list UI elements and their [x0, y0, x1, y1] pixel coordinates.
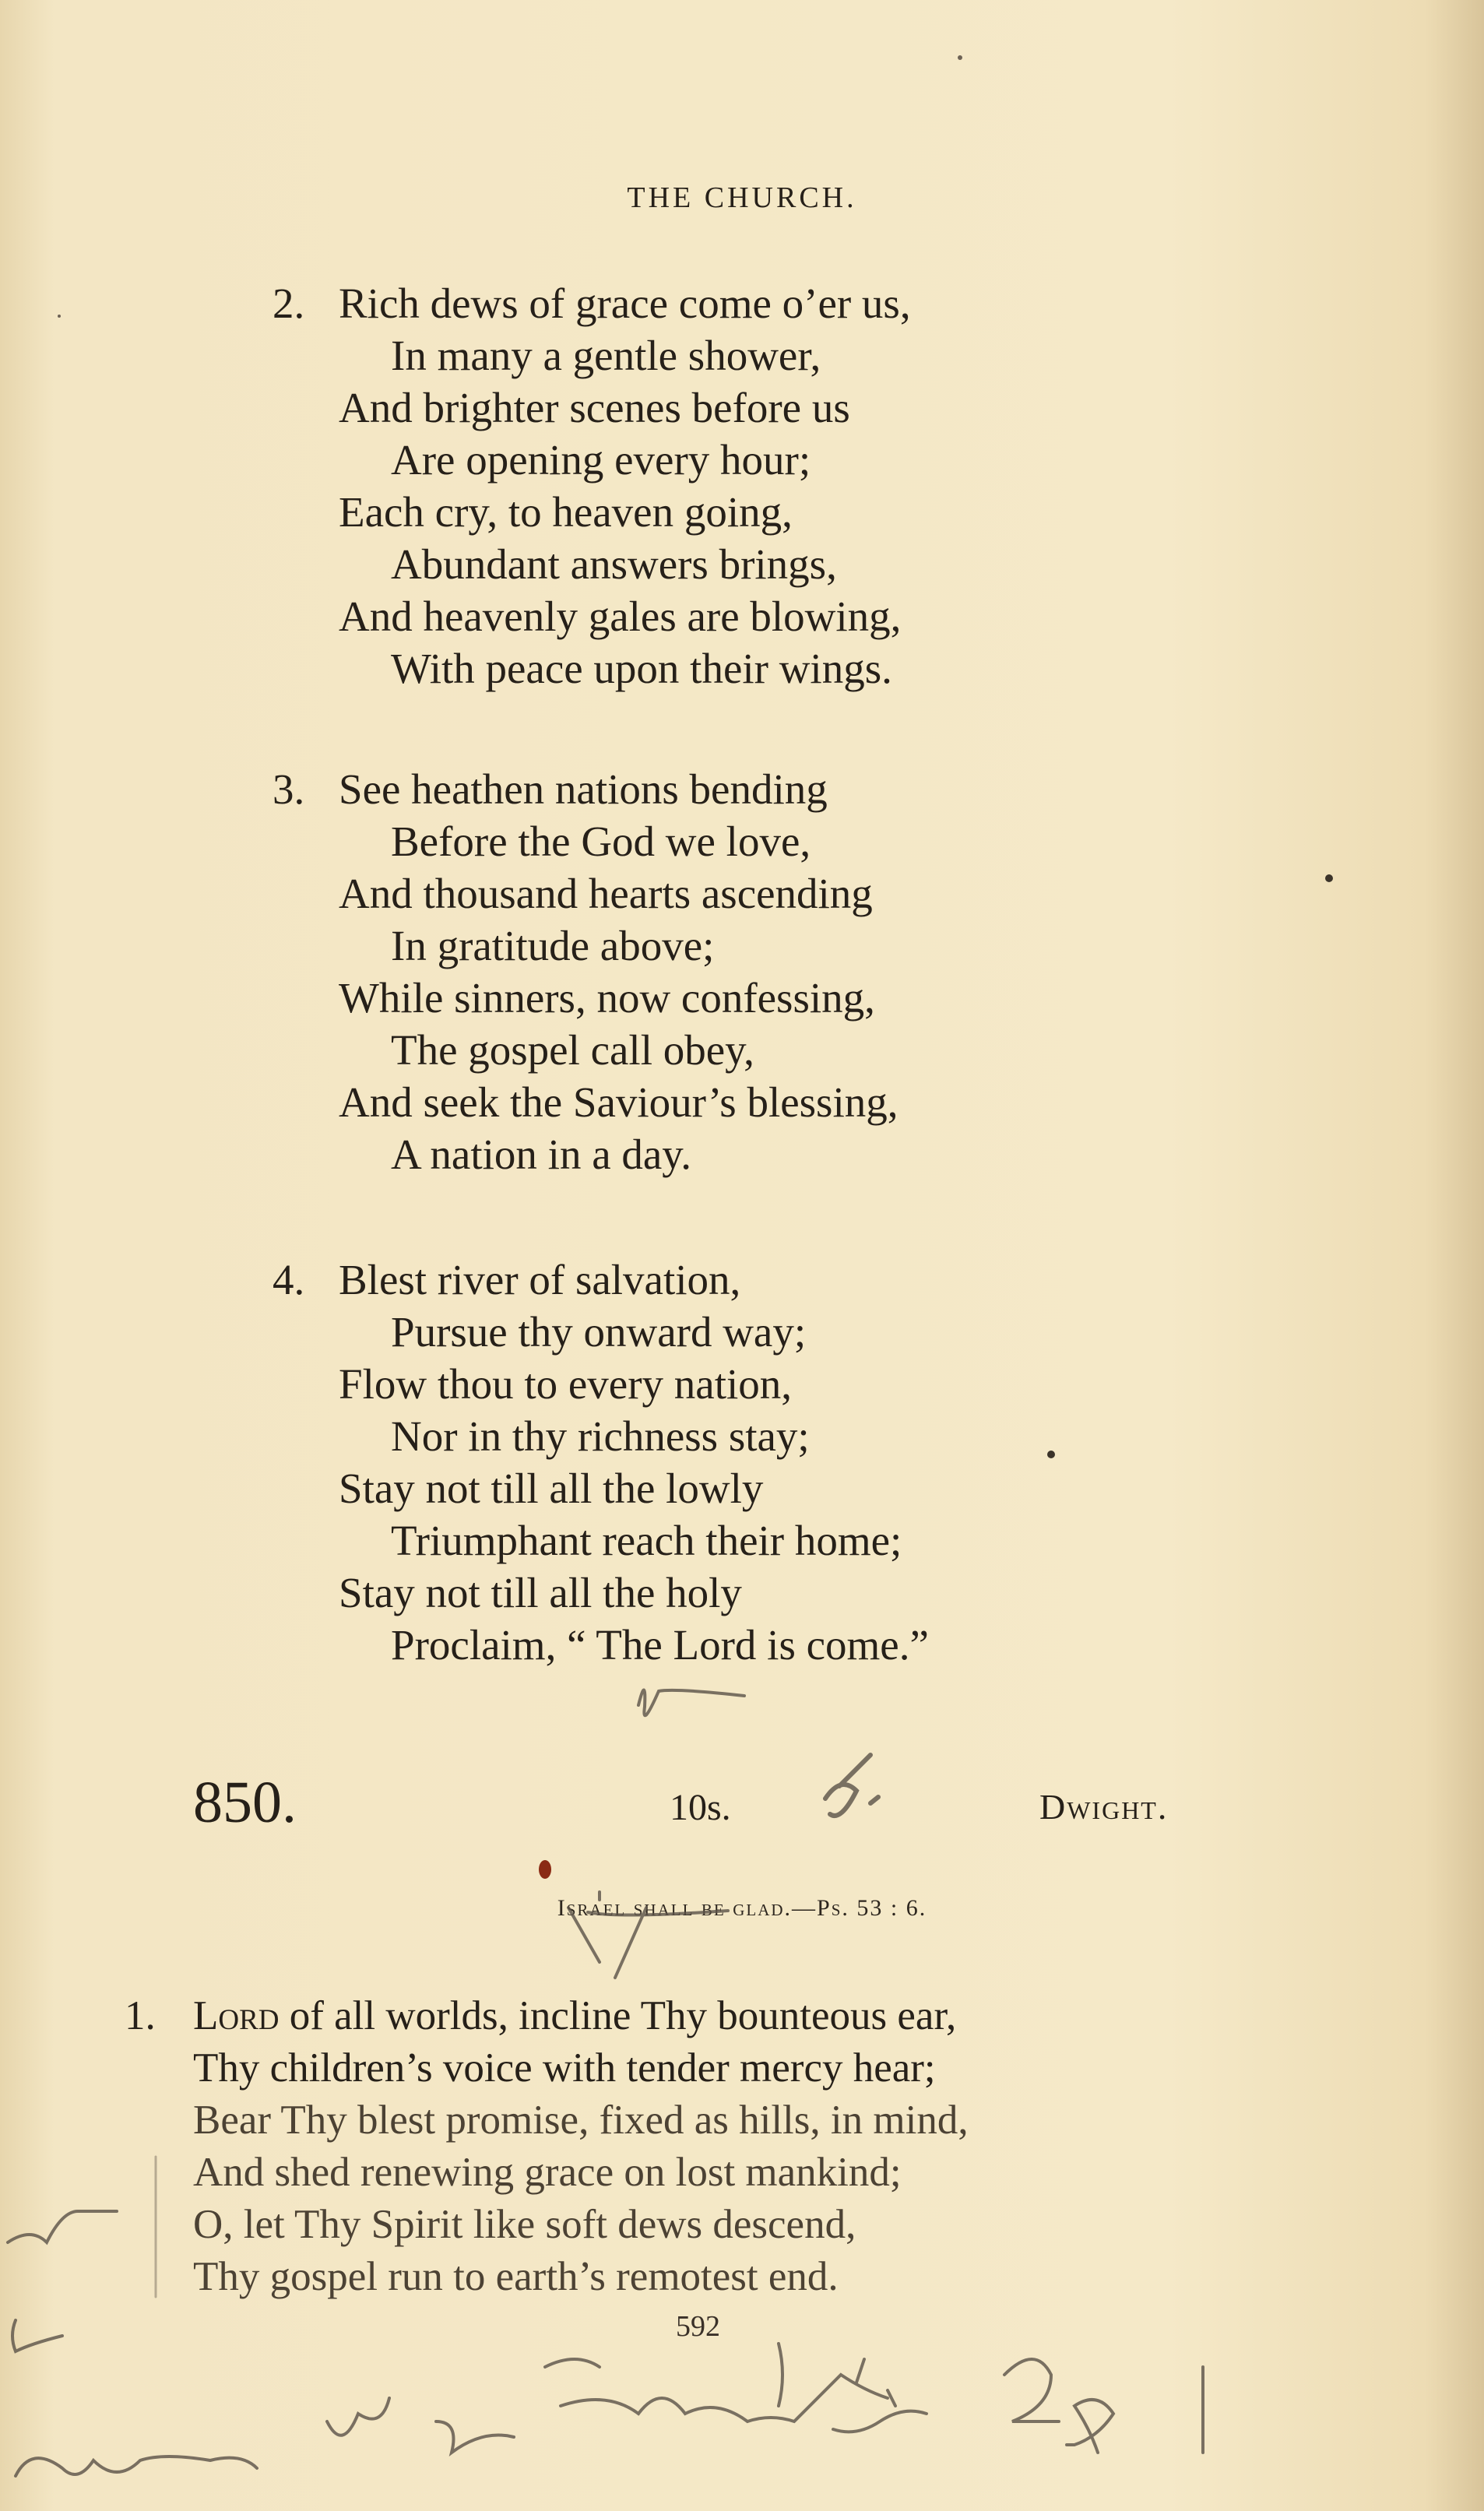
stanza-line: Stay not till all the holy — [339, 1569, 742, 1616]
hymn-composer: Dwight. — [1039, 1787, 1169, 1827]
speck — [1325, 874, 1333, 882]
stanza-line: While sinners, now confessing, — [339, 974, 875, 1022]
hymn-heading — [0, 1769, 1484, 1835]
hymn-number: 850. — [193, 1770, 297, 1835]
margin-mark — [8, 2211, 117, 2242]
stanza-line: And heavenly gales are blowing, — [339, 593, 902, 640]
stanza-line: And thousand hearts ascending — [339, 870, 873, 917]
stanza-line: 2. Rich dews of grace come o’er us, — [273, 277, 1246, 329]
stanza-line: Pursue thy onward way; — [391, 1308, 807, 1356]
stanza-line: Before the God we love, — [391, 818, 811, 865]
verse-number: 1. — [125, 1993, 156, 2038]
verse-line: Thy gospel run to earth’s remotest end. — [193, 2254, 839, 2299]
verse-line: Thy children’s voice with tender mercy hear; — [193, 2045, 936, 2091]
verse-line: Bear Thy blest promise, fixed as hills, in mind, — [193, 2098, 969, 2143]
hymn-verse-1 — [125, 1990, 1370, 2303]
handwriting-scrawl — [16, 2456, 257, 2476]
speck — [958, 55, 962, 60]
stanza-line: The gospel call obey, — [391, 1026, 754, 1074]
ink-dot — [539, 1860, 551, 1879]
stanza-line: A nation in a day. — [391, 1131, 691, 1178]
stanza-4 — [273, 1254, 1246, 1671]
stanza-line: With peace upon their wings. — [391, 645, 892, 692]
stanza-line: In gratitude above; — [391, 922, 715, 969]
handwriting-scrawl — [327, 2398, 514, 2453]
hymn-meter: 10s. — [670, 1787, 731, 1828]
page-number: 592 — [676, 2310, 720, 2343]
stanza-line: Nor in thy richness stay; — [391, 1412, 810, 1460]
stanza-number: 3. — [273, 765, 305, 813]
running-header: THE CHURCH. — [627, 181, 857, 214]
margin-mark — [12, 2320, 62, 2351]
stanza-line: And brighter scenes before us — [339, 384, 850, 431]
stanza-line: In many a gentle shower, — [391, 332, 821, 379]
stanza-number: 2. — [273, 280, 305, 327]
handwriting-scrawl — [779, 2344, 927, 2432]
verse-line: 1. Lord of all worlds, incline Thy bounteous ear, — [125, 1990, 1370, 2042]
handwriting-scrawl — [545, 2359, 888, 2421]
stanza-line: 4. Blest river of salvation, — [273, 1254, 1246, 1306]
stanza-line: And seek the Saviour’s blessing, — [339, 1078, 898, 1126]
stanza-number: 4. — [273, 1256, 305, 1303]
verse-line: O, let Thy Spirit like soft dews descend, — [193, 2202, 856, 2247]
stanza-3 — [273, 763, 1246, 1180]
stanza-line: Each cry, to heaven going, — [339, 488, 793, 536]
stanza-line: Flow thou to every nation, — [339, 1360, 793, 1408]
stanza-line: Stay not till all the lowly — [339, 1465, 764, 1512]
hymn-subtitle: Israel shall be glad.—Ps. 53 : 6. — [557, 1895, 927, 1921]
stanza-line: Proclaim, “ The Lord is come.” — [391, 1621, 929, 1669]
stanza-line: Triumphant reach their home; — [391, 1517, 902, 1564]
stanza-line: Are opening every hour; — [391, 436, 811, 484]
handwriting-scrawl — [1004, 2359, 1113, 2453]
stanza-line: 3. See heathen nations bending — [273, 763, 1246, 815]
stanza-2 — [273, 277, 1246, 695]
stanza-line: Abundant answers brings, — [391, 540, 837, 588]
verse-line: And shed renewing grace on lost mankind; — [193, 2150, 902, 2195]
pencil-mark — [638, 1690, 744, 1715]
speck — [58, 315, 61, 318]
verse-first-word: Lord — [193, 1993, 280, 2038]
